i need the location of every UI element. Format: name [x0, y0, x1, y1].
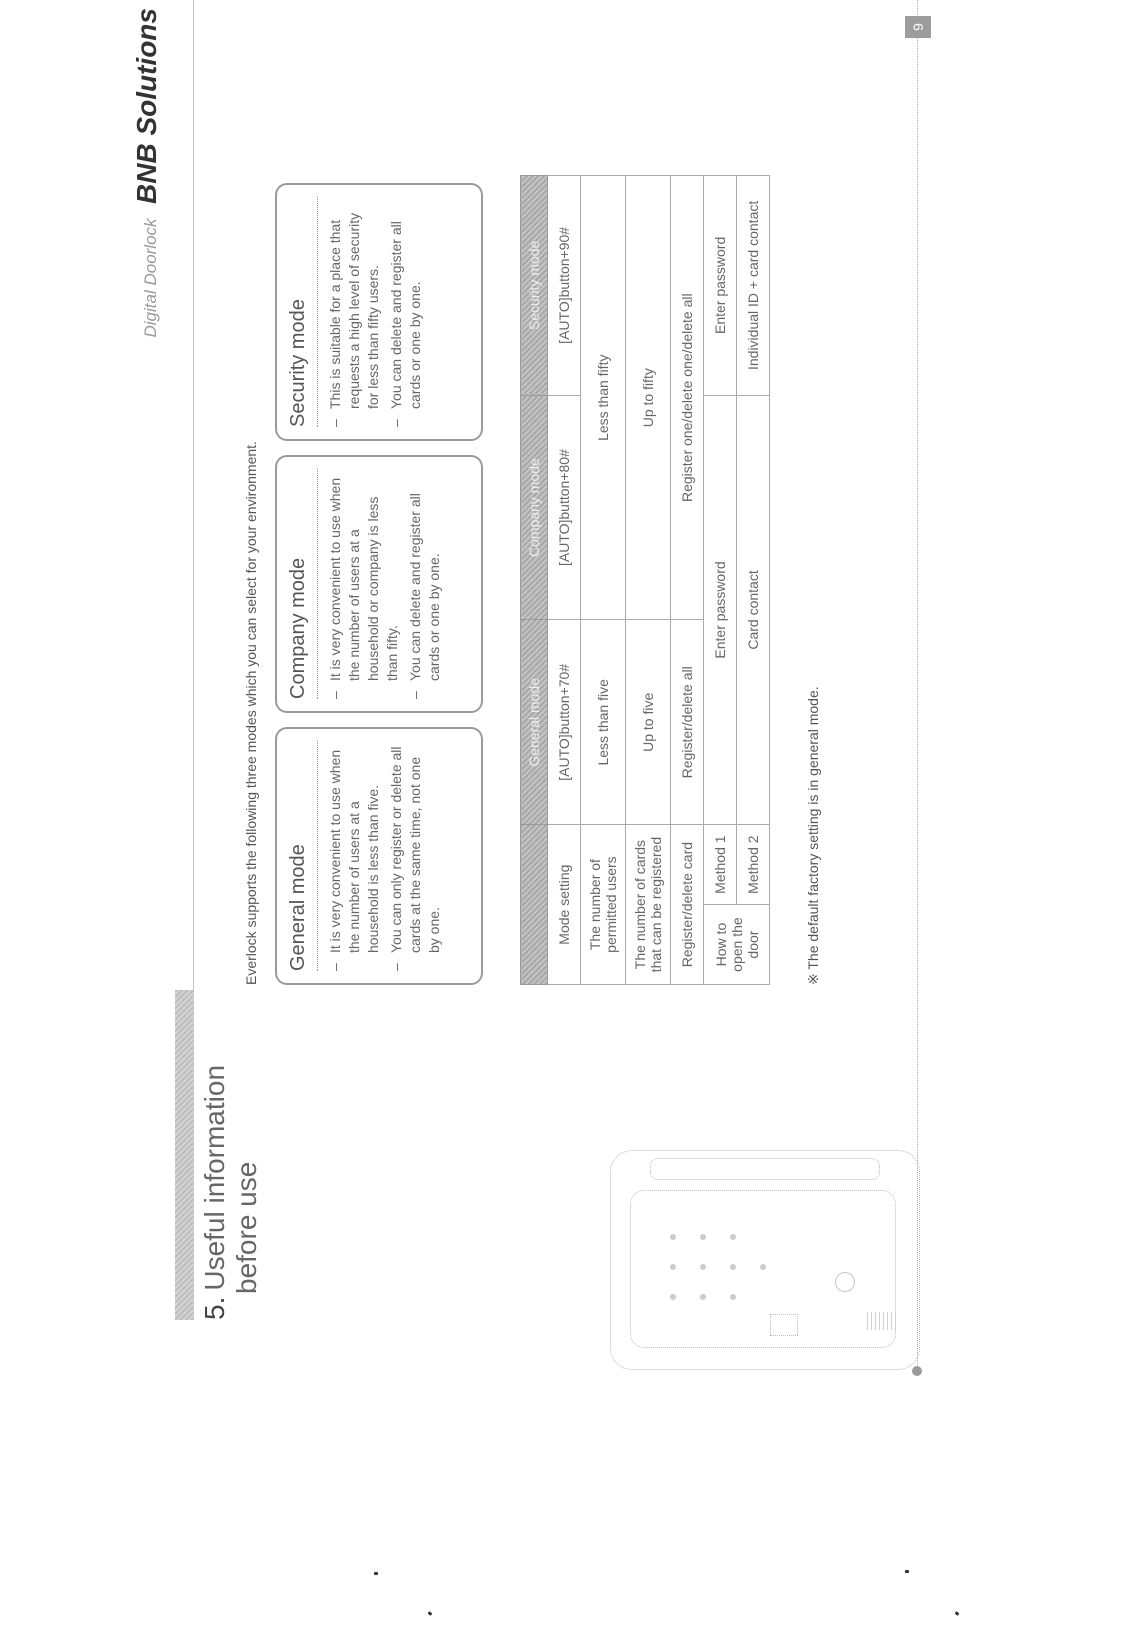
table-row	[737, 176, 770, 985]
section-title-line1: Useful information	[199, 1064, 230, 1291]
header-general-mode: General mode	[521, 620, 548, 825]
row-sublabel: Method 2	[737, 825, 770, 905]
footer-dot	[912, 1366, 922, 1376]
device-handle	[650, 1158, 880, 1180]
footer-rule	[917, 0, 919, 1370]
scan-speck	[374, 1572, 378, 1575]
table-cell: Enter password	[704, 395, 737, 824]
device-slot	[770, 1314, 798, 1336]
security-mode-title: Security mode	[287, 197, 318, 427]
footnote: ※ The default factory setting is in general mode.	[805, 686, 821, 985]
keypad-key	[730, 1294, 736, 1300]
security-mode-bullet: – You can delete and register all cards or one by one.	[387, 197, 425, 427]
keypad-key	[670, 1264, 676, 1270]
mode-comparison-table	[520, 175, 770, 985]
card-reader-icon	[835, 1272, 855, 1292]
table-cell: [AUTO]button+80#	[548, 395, 581, 620]
keypad-key	[730, 1264, 736, 1270]
company-mode-bullet: – It is very convenient to use when the number of users at a household or company is less than fifty.	[326, 469, 402, 699]
row-label: How to open the door	[704, 905, 770, 985]
table-row	[581, 176, 626, 985]
section-number: 5.	[199, 1296, 230, 1320]
general-mode-bullet: – You can only register or delete all cards at the same time, not one by one.	[387, 741, 444, 971]
scan-speck	[428, 1611, 433, 1616]
table-row	[626, 176, 671, 985]
keypad-key	[730, 1234, 736, 1240]
table-cell: Register one/delete one/delete all	[671, 176, 704, 620]
page-number: 9	[905, 16, 931, 38]
row-label: The number of cards that can be registered	[626, 825, 671, 985]
header-grey-strip	[175, 990, 193, 1320]
header-security-mode: Security mode	[521, 176, 548, 396]
header-cell-empty	[521, 825, 548, 985]
keypad-key	[700, 1294, 706, 1300]
keypad-key	[700, 1264, 706, 1270]
keypad-key	[700, 1234, 706, 1240]
brand-subtitle: Digital Doorlock	[141, 218, 160, 338]
header-company-mode: Company mode	[521, 395, 548, 620]
table-cell: Less than fifty	[581, 176, 626, 620]
row-label: Mode setting	[548, 825, 581, 985]
section-title-line2: before use	[231, 1161, 262, 1294]
company-mode-bullet: – You can delete and register all cards or one by one.	[406, 469, 444, 699]
table-cell: Card contact	[737, 395, 770, 824]
company-mode-title: Company mode	[287, 469, 318, 699]
table-cell: Register/delete all	[671, 620, 704, 825]
brand	[131, 8, 163, 338]
keypad-key	[760, 1264, 766, 1270]
table-row	[548, 176, 581, 985]
general-mode-title: General mode	[287, 741, 318, 971]
table-header-row	[521, 176, 548, 985]
header-bar	[131, 0, 194, 1320]
company-mode-box	[275, 455, 483, 713]
table-cell: [AUTO]button+90#	[548, 176, 581, 396]
scan-speck	[905, 1570, 909, 1573]
table-row	[704, 176, 737, 985]
table-cell: Up to five	[626, 620, 671, 825]
table-cell: Enter password	[704, 176, 737, 396]
manual-page	[131, 0, 945, 1400]
doorlock-illustration	[610, 1150, 920, 1370]
table-cell: [AUTO]button+70#	[548, 620, 581, 825]
table-cell: Up to fifty	[626, 176, 671, 620]
security-mode-box	[275, 183, 483, 441]
security-mode-bullet: – This is suitable for a place that requests a high level of security for less than fifty users.	[326, 197, 383, 427]
keypad-key	[670, 1294, 676, 1300]
row-label: The number of permitted users	[581, 825, 626, 985]
keypad-key	[670, 1234, 676, 1240]
section-title	[199, 1065, 263, 1320]
table-cell: Individual ID + card contact	[737, 176, 770, 396]
scan-speck	[955, 1611, 960, 1616]
table-row	[671, 176, 704, 985]
intro-text: Everlock supports the following three modes which you can select for your environment.	[243, 441, 259, 985]
row-sublabel: Method 1	[704, 825, 737, 905]
table-cell: Less than five	[581, 620, 626, 825]
general-mode-box	[275, 727, 483, 985]
general-mode-bullet: – It is very convenient to use when the number of users at a household is less than five.	[326, 741, 383, 971]
device-vent	[866, 1312, 896, 1330]
row-label: Register/delete card	[671, 825, 704, 985]
brand-name: BNB Solutions	[131, 8, 162, 204]
